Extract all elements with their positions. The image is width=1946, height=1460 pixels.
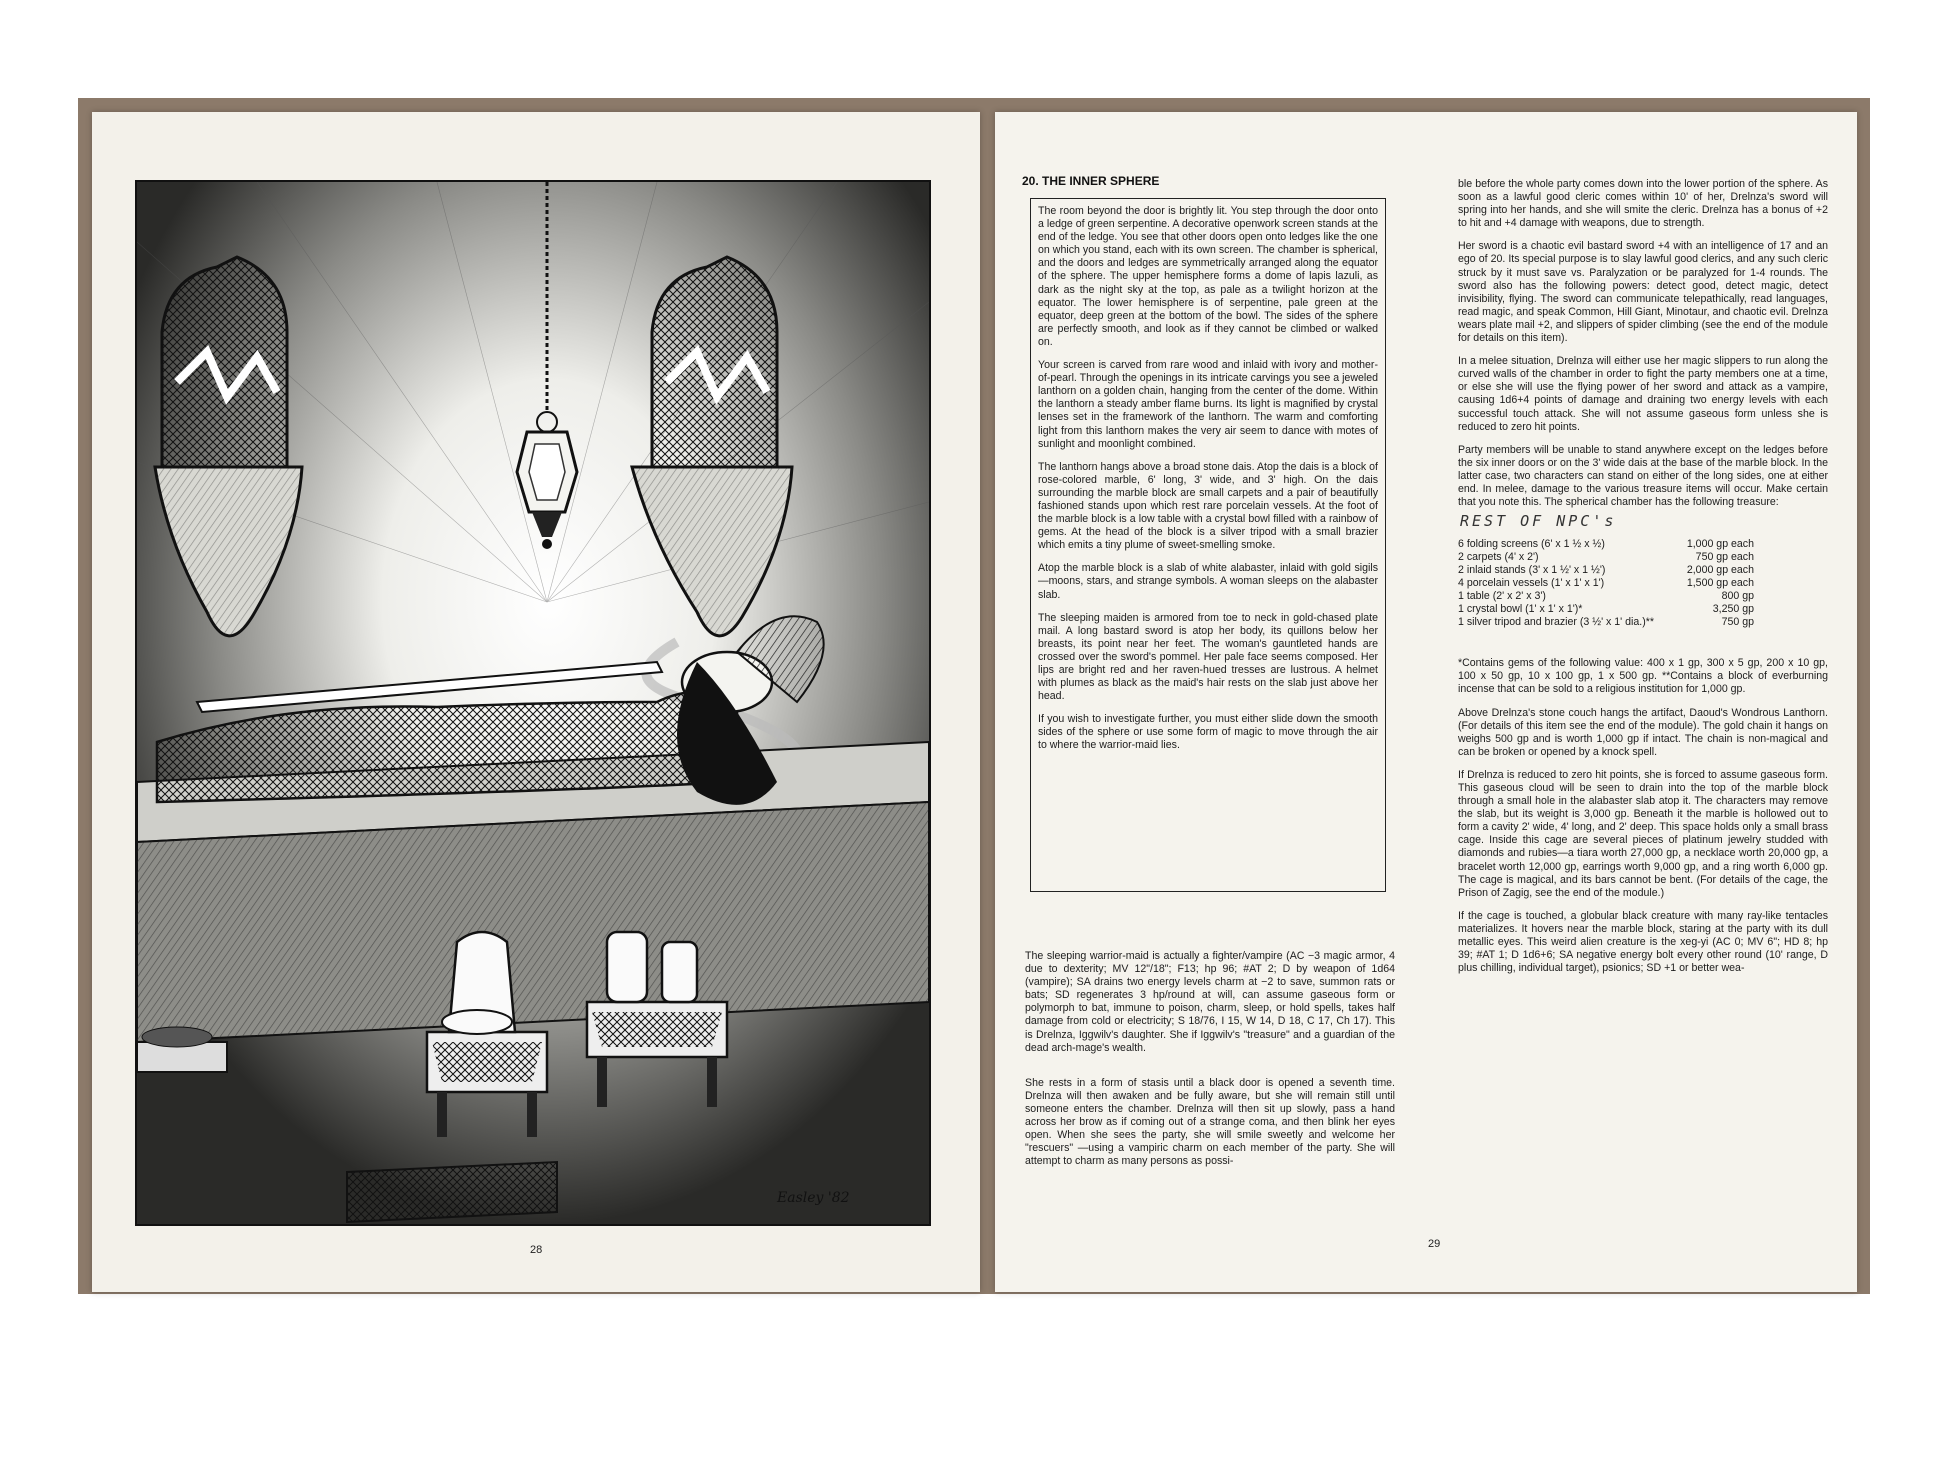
treasure-value: 1,000 gp each: [1686, 538, 1754, 551]
treasure-item: 6 folding screens (6' x 1 ½ x ½): [1458, 538, 1605, 551]
footnote-paragraph: *Contains gems of the following value: 400 x 1 gp, 300 x 5 gp, 200 x 10 gp, 100 x 50 gp, 10 x 100 gp, 1 x 500 gp. **Contains a block of everburning incense that can be sold to a religious institution for 1,000 gp.: [1458, 657, 1828, 696]
right-page-number: 29: [1428, 1238, 1441, 1250]
boxed-paragraph: The lanthorn hangs above a broad stone dais. Atop the dais is a block of rose-colored marble, 6' long, 3' wide, and 3' high. On the dais surrounding the marble block are small carpets and a pair of beautifully fashioned stands upon which rest rare porcelain vessels. At the foot of the marble block is a low table with a crystal bowl filled with a rainbow of gems. At the head of the block is a silver tripod with a small brazier which emits a tiny plume of sweet-smelling smoke.: [1038, 460, 1378, 552]
treasure-item: 1 crystal bowl (1' x 1' x 1')*: [1458, 603, 1583, 616]
body-paragraph: ble before the whole party comes down into the lower portion of the sphere. As soon as a lawful good cleric comes within 10' of her, Drelnza's sword will spring into her hands, and she will smite the cleric. Drelnza has a bonus of +2 to hit and +4 damage with weapons, due to strength.: [1458, 178, 1828, 230]
boxed-paragraph: Your screen is carved from rare wood and inlaid with ivory and mother-of-pearl. Through the openings in its intricate carvings you see a jeweled lanthorn on a golden chain, hanging from the center of the dome. Within the lanthorn a steady amber flame burns. Its light is magnified by crystal lenses set in the framework of the lanthorn. The warm and comforting light from this lanthorn makes the very air seem to dance with motes of sunlight and moonlight combined.: [1038, 359, 1378, 450]
body-paragraph: In a melee situation, Drelnza will either use her magic slippers to run along the curved walls of the chamber in order to fight the party members one at a time, or else she will use the flying power of her sword and attack as a vampire, causing 1d6+4 points of damage and draining two energy levels with each successful touch attack. She will not assume gaseous form unless she is reduced to zero hit points.: [1458, 355, 1828, 433]
treasure-value: 750 gp: [1721, 616, 1754, 629]
table-row: [1458, 551, 1754, 564]
body-paragraph: She rests in a form of stasis until a black door is opened a seventh time. Drelnza will then awaken and be fully aware, but she will remain still until someone enters the chamber. Drelnza will then sit up slowly, pass a hand across her brow as if coming out of a strange coma, and then blink her eyes open. When she sees the party, she will smile sweetly and welcome her "rescuers" —using a vampiric charm on each member of the party. She will attempt to charm as many persons as possi-: [1025, 1076, 1395, 1168]
illustration: [135, 180, 931, 1226]
body-paragraph: If the cage is touched, a globular black creature with many ray-like tentacles materializes. It hovers near the marble block, staring at the party with its dull metallic eyes. This weird alien creature is the xeg-yi (AC 0; MV 6"; HD 8; hp 39; #AT 1; D 1d6+6; SA negative energy bolt every other round (10' range, D plus chilling, individual target), psionics; SD +1 or better wea-: [1458, 909, 1828, 975]
table-row: [1458, 538, 1754, 551]
table-row: [1458, 590, 1754, 603]
treasure-value: 800 gp: [1721, 590, 1754, 603]
carpet: [347, 1162, 557, 1222]
artist-signature: Easley '82: [777, 1190, 850, 1206]
boxed-paragraph: The room beyond the door is brightly lit. You step through the door onto a ledge of green serpentine. A decorative openwork screen stands at the end of the ledge. You see that other doors open onto ledges like the one on which you stand, each with its own screen. The chamber is spherical, and the doors and ledges are symmetrically arranged along the equator of the sphere. The upper hemisphere forms a dome of lapis lazuli, as dark as the night sky at the top, as pale as a twilight horizon at the equator. The lower hemisphere is of serpentine, pale green at the equator, deep green at the bottom of the bowl. The sides of the sphere are perfectly smooth, and look as if they cannot be climbed or walked on.: [1038, 205, 1378, 348]
body-paragraph: Above Drelnza's stone couch hangs the artifact, Daoud's Wondrous Lanthorn. (For details of this item see the end of the module). The gold chain it hangs on weighs 500 gp and is worth 1,000 gp if intact. The chain is non-magical and can be broken or opened by a knock spell.: [1458, 706, 1828, 758]
treasure-value: 750 gp each: [1695, 551, 1754, 564]
handwritten-note: REST OF NPC's: [1460, 512, 1617, 531]
treasure-item: 2 carpets (4' x 2'): [1458, 551, 1539, 564]
column-1-body: [1025, 950, 1395, 1178]
left-page-number: 28: [530, 1244, 543, 1256]
treasure-value: 3,250 gp: [1712, 603, 1754, 616]
boxed-paragraph: The sleeping maiden is armored from toe to neck in gold-chased plate mail. A long bastard sword is atop her body, its quillons below her breasts, its point near her feet. The woman's gauntleted hands are crossed over the sword's pommel. Her pale face seems composed. Her lips are bright red and her raven-hued tresses are lustrous. A helmet with plumes as black as the maid's hair rests on the slab just above her head.: [1038, 611, 1378, 703]
body-paragraph: If Drelnza is reduced to zero hit points, she is forced to assume gaseous form. This gaseous cloud will be seen to drain into the top of the marble block through a small hole in the alabaster slab atop it. The characters may remove the slab, but its weight is 3,000 gp. Beneath it the marble is hollowed out to form a cavity 2' wide, 4' long, and 2' deep. This space holds only a small brass cage. Inside this cage are several pieces of platinum jewelry studded with diamonds and rubies—a tiara worth 27,000 gp, a necklace worth 20,000 gp, a bracelet worth 12,000 gp, earrings worth 9,000 gp, and a ring worth 6,000 gp. The cage is magical, and its bars cannot be bent. (For details of the cage, the Prison of Zagig, see the end of the module.): [1458, 768, 1828, 899]
table-row: [1458, 564, 1754, 577]
treasure-item: 4 porcelain vessels (1' x 1' x 1'): [1458, 577, 1605, 590]
boxed-paragraph: If you wish to investigate further, you must either slide down the smooth sides of the sphere or use some form of magic to move through the air to where the warrior-maid lies.: [1038, 713, 1378, 752]
treasure-value: 2,000 gp each: [1686, 564, 1754, 577]
body-paragraph: Her sword is a chaotic evil bastard sword +4 with an intelligence of 17 and an ego of 20. Its special purpose is to slay lawful good clerics, and any such cleric struck by it must save vs. Paralyzation or be paralyzed for 1-4 rounds. The sword also has the following powers: detect good, detect magic, detect invisibility, flying. The sword can communicate telepathically, read languages, read magic, and speak Common, Hill Giant, Minotaur, and chaotic evil. Drelnza wears plate mail +2, and slippers of spider climbing (see the end of the module for details on this item).: [1458, 240, 1828, 345]
table-row: [1458, 577, 1754, 590]
treasure-value: 1,500 gp each: [1686, 577, 1754, 590]
section-heading: 20. THE INNER SPHERE: [1022, 174, 1160, 188]
treasure-item: 1 table (2' x 2' x 3'): [1458, 590, 1546, 603]
treasure-item: 2 inlaid stands (3' x 1 ½' x 1 ½'): [1458, 564, 1606, 577]
treasure-table: [1458, 538, 1754, 629]
column-2-body: [1458, 178, 1828, 985]
table-row: [1458, 616, 1754, 629]
treasure-item: 1 silver tripod and brazier (3 ½' x 1' dia.)**: [1458, 616, 1654, 629]
body-paragraph: The sleeping warrior-maid is actually a fighter/vampire (AC −3 magic armor, 4 due to dexterity; MV 12"/18"; F13; hp 96; #AT 2; D by weapon of 1d64 (vampire); SA drains two energy levels charm at −2 to save, summon rats or bats; SD regenerates 3 hp/round at will, can assume gaseous form or polymorph to bat, immune to poison, charm, sleep, or hold spells, takes half damage from cold or electricity; S 18/76, I 15, W 14, D 18, C 17, Ch 17). This is Drelnza, Iggwilv's daughter. She if Iggwilv's "treasure" and a guardian of the dead arch-mage's wealth.: [1025, 950, 1395, 1054]
table-row: [1458, 603, 1754, 616]
body-paragraph: Party members will be unable to stand anywhere except on the ledges before the six inner doors or on the 3' wide dais at the base of the marble block. In the latter case, two characters can stand on either of the long sides, one at either end. In melee, damage to the various treasure items will occur. Make certain that you note this. The spherical chamber has the following treasure:: [1458, 443, 1828, 509]
read-aloud-box: [1030, 198, 1386, 892]
boxed-paragraph: Atop the marble block is a slab of white alabaster, inlaid with gold sigils—moons, stars, and strange symbols. A woman sleeps on the alabaster slab.: [1038, 562, 1378, 601]
